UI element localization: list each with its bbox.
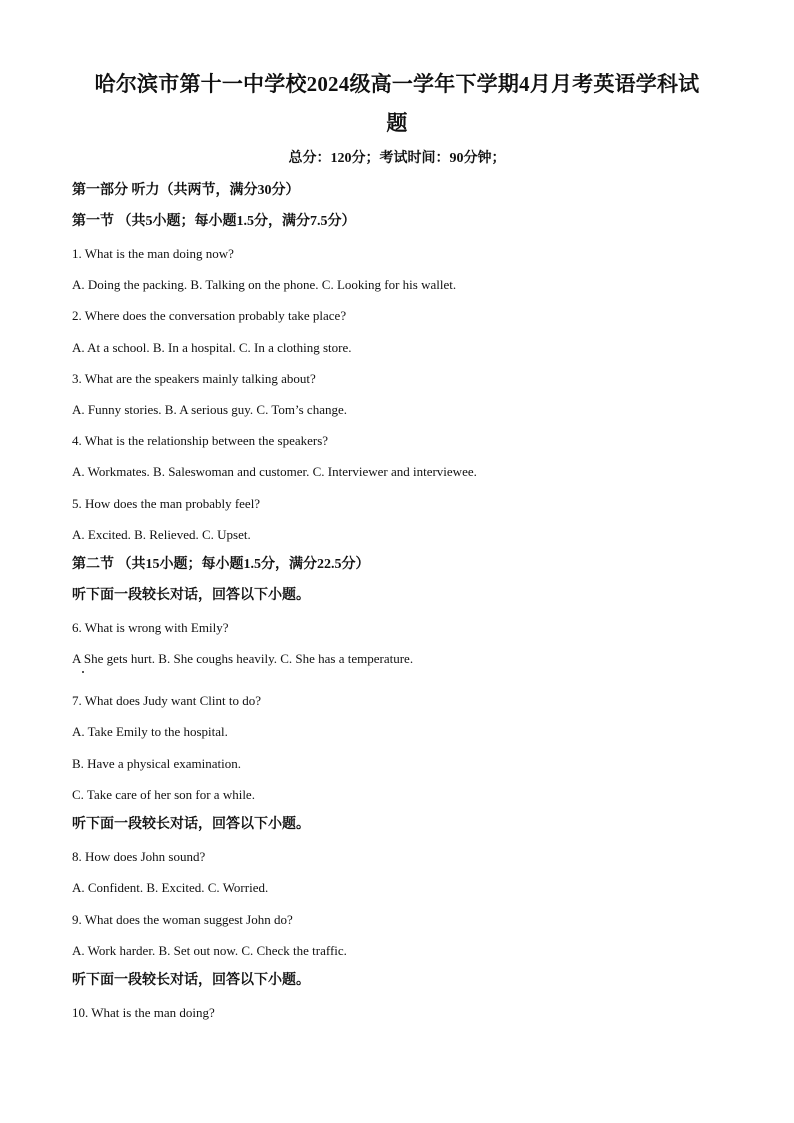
section1-heading: 第一节 （共5小题；每小题1.5分，满分7.5分）	[72, 214, 356, 229]
question-9: 9. What does the woman suggest John do?	[72, 912, 293, 927]
listen-instruction: 听下面一段较长对话，回答以下小题。	[72, 817, 310, 832]
question-8-options: A. Confident. B. Excited. C. Worried.	[72, 880, 269, 895]
exam-title-line1: 哈尔滨市第十一中学校2024级高一学年下学期4月月考英语学科试	[94, 72, 700, 96]
listen-instruction: 听下面一段较长对话，回答以下小题。	[72, 588, 310, 603]
question-4: 4. What is the relationship between the speakers?	[72, 433, 329, 448]
question-5: 5. How does the man probably feel?	[72, 496, 261, 511]
question-1: 1. What is the man doing now?	[72, 246, 234, 261]
exam-meta: 总分：120分；考试时间：90分钟；	[288, 151, 506, 166]
question-2-options: A. At a school. B. In a hospital. C. In a clothing store.	[72, 340, 352, 355]
question-9-options: A. Work harder. B. Set out now. C. Check the traffic.	[72, 943, 347, 958]
part1-heading: 第一部分 听力（共两节，满分30分）	[72, 183, 300, 198]
listen-instruction: 听下面一段较长对话，回答以下小题。	[72, 973, 310, 988]
section2-heading: 第二节 （共15小题；每小题1.5分，满分22.5分）	[72, 557, 370, 572]
question-10: 10. What is the man doing?	[72, 1005, 215, 1020]
question-7: 7. What does Judy want Clint to do?	[72, 693, 261, 708]
question-6: 6. What is wrong with Emily?	[72, 620, 229, 635]
stray-mark	[82, 671, 84, 673]
question-7-option-b: B. Have a physical examination.	[72, 756, 241, 771]
question-6-options: A She gets hurt. B. She coughs heavily. C. She has a temperature.	[72, 651, 414, 666]
question-3: 3. What are the speakers mainly talking about?	[72, 371, 316, 386]
question-7-option-a: A. Take Emily to the hospital.	[72, 724, 228, 739]
question-1-options: A. Doing the packing. B. Talking on the phone. C. Looking for his wallet.	[72, 277, 457, 292]
question-2: 2. Where does the conversation probably take place?	[72, 308, 347, 323]
question-3-options: A. Funny stories. B. A serious guy. C. Tom’s change.	[72, 402, 347, 417]
exam-title-line2: 题	[386, 111, 408, 135]
question-8: 8. How does John sound?	[72, 849, 206, 864]
question-5-options: A. Excited. B. Relieved. C. Upset.	[72, 527, 251, 542]
question-4-options: A. Workmates. B. Saleswoman and customer. C. Interviewer and interviewee.	[72, 464, 477, 479]
question-7-option-c: C. Take care of her son for a while.	[72, 787, 255, 802]
